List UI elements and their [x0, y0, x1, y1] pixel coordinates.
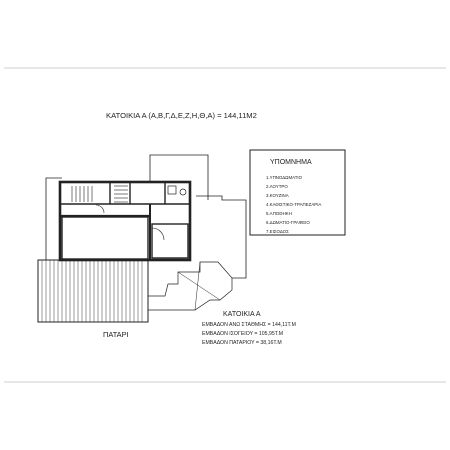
legend-item: 4.ΚΑΘΙΣΤΙΚΟ-ΤΡΑΠΕΖΑΡΙΑ	[266, 202, 322, 207]
legend-item: 6.ΔΩΜΑΤΙΟ-ΓΡΑΦΕΙΟ	[266, 220, 310, 225]
upper-enclosure	[150, 155, 208, 200]
terrace	[38, 260, 148, 322]
summary-line: ΕΜΒΑΔΟΝ ΠΑΤΑΡΙΟΥ = 38,16Τ.Μ	[202, 340, 282, 346]
summary-heading: ΚΑΤΟΙΚΙΑ Α	[223, 311, 261, 318]
terrace-balustrade	[42, 260, 142, 322]
legend-heading: ΥΠΟΜΝΗΜΑ	[270, 159, 312, 166]
door-swing	[96, 205, 104, 213]
summary-line: ΕΜΒΑΔΟΝ ΙΣΟΓΕΙΟΥ = 105,95Τ.Μ	[202, 331, 284, 337]
legend-item: 1.ΥΠΝΟΔΩΜΑΤΙΟ	[266, 175, 303, 180]
legend-item: 5.ΑΠΟΘΗΚΗ	[266, 211, 292, 216]
stair-upper-left	[72, 186, 92, 202]
summary-line: ΕΜΒΑΔΟΝ ΑΝΩ ΣΤΑΘΜΗΣ = 144,11Τ.Μ	[202, 322, 296, 328]
roof-ridge	[178, 272, 220, 300]
legend-item: 7.ΕΙΣΟΔΟΣ	[266, 229, 289, 234]
legend-item: 3.ΚΟΥΖΙΝΑ	[266, 193, 289, 198]
bathroom-fixture	[168, 186, 176, 194]
area-summary	[202, 311, 296, 346]
plan-label: ΠΑΤΑΡΙ	[103, 330, 129, 339]
stair-middle	[114, 186, 128, 202]
roof-outline	[148, 262, 232, 310]
sheet-title: ΚΑΤΟΙΚΙΑ Α (Α,Β,Γ,Δ,Ε,Ζ,Η,Θ,Α) = 144,11M2	[106, 111, 257, 120]
legend-box	[250, 150, 345, 235]
door-swing	[152, 228, 164, 240]
bathroom-fixture	[180, 189, 186, 195]
loft-opening	[62, 217, 148, 259]
floor-plan	[38, 155, 246, 322]
legend-item: 2.ΛΟΥΤΡΟ	[266, 184, 288, 189]
